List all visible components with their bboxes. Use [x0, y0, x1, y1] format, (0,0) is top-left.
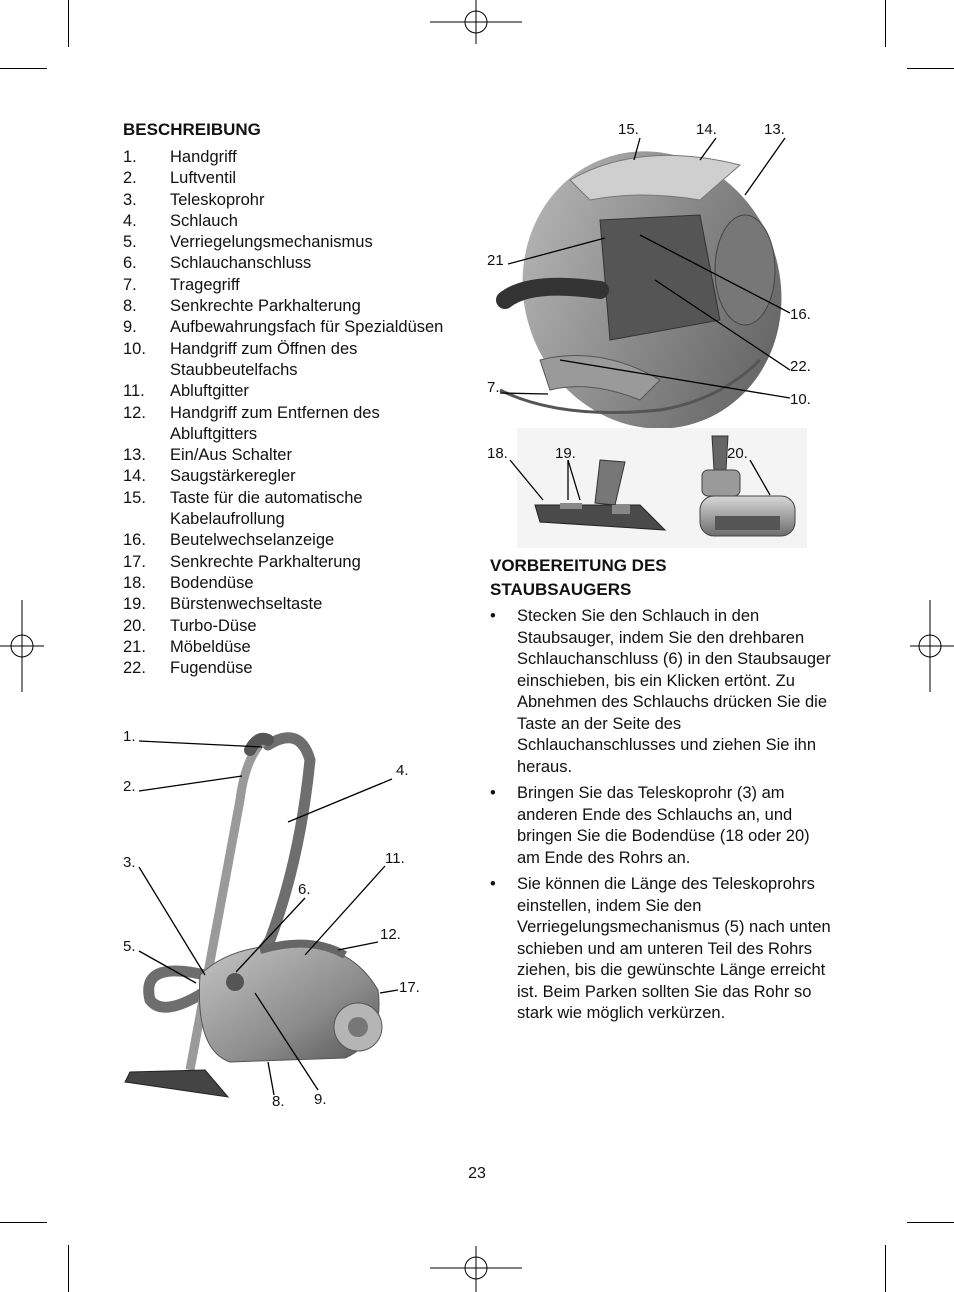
description-item-number: 4.	[123, 211, 137, 230]
description-item-number: 22.	[123, 659, 146, 678]
label-20: 20.	[727, 445, 748, 462]
bullet-icon: •	[490, 607, 496, 625]
description-item-number: 6.	[123, 254, 137, 273]
label-9: 9.	[314, 1091, 327, 1108]
label-22: 22.	[790, 358, 811, 375]
description-item-number: 11.	[123, 382, 145, 401]
description-item-text: Handgriff	[170, 148, 237, 166]
description-item-text: Taste für die automatische Kabelaufrollung	[170, 488, 363, 529]
preparation-bullet-text: Bringen Sie das Teleskoprohr (3) am anderen Ende des Schlauchs an, und bringen Sie die Bodendüse (18 oder 20) am Ende des Rohrs an.	[517, 784, 810, 867]
description-item-number: 21.	[123, 637, 146, 656]
description-item-text: Bürstenwechseltaste	[170, 595, 323, 614]
label-6: 6.	[298, 881, 311, 898]
label-3: 3.	[123, 854, 136, 871]
description-item-text: Verriegelungsmechanismus	[170, 233, 373, 252]
preparation-title-line1: VORBEREITUNG DES	[490, 556, 667, 575]
description-item-text: Handgriff zum Entfernen des Abluftgitters	[170, 403, 380, 443]
description-item-number: 1.	[123, 148, 137, 166]
description-item-number: 9.	[123, 318, 137, 337]
description-item-text: Abluftgitter	[170, 382, 249, 401]
description-item-text: Bodendüse	[170, 573, 254, 592]
label-4: 4.	[396, 762, 409, 779]
description-item-number: 20.	[123, 616, 146, 635]
preparation-bullet-text: Sie können die Länge des Teleskoprohrs einstellen, indem Sie den Verriegelungsmechanismus (5) nach unten schieben und am unteren Teil des Rohrs ziehen, bis die gewünschte Länge erreicht ist. Beim Parken sollten Sie das Rohr so stark wie möglich verkürzen.	[517, 875, 831, 1022]
description-item-number: 8.	[123, 297, 137, 316]
label-21: 21	[487, 252, 504, 269]
label-17: 17.	[399, 979, 420, 996]
description-item-number: 10.	[123, 339, 146, 358]
description-item-number: 14.	[123, 467, 146, 486]
description-item-text: Schlauch	[170, 211, 238, 230]
label-19: 19.	[555, 445, 576, 462]
label-14: 14.	[696, 121, 717, 138]
description-item-number: 12.	[123, 403, 146, 422]
description-item-number: 13.	[123, 446, 146, 465]
description-item-text: Tragegriff	[170, 275, 240, 294]
label-12: 12.	[380, 926, 401, 943]
description-item-text: Turbo-Düse	[170, 616, 257, 635]
description-item-number: 3.	[123, 190, 137, 209]
description-item-number: 7.	[123, 275, 137, 294]
description-item-text: Senkrechte Parkhalterung	[170, 297, 361, 316]
description-item-text: Möbeldüse	[170, 637, 251, 656]
bullet-icon: •	[490, 784, 496, 802]
description-item-number: 17.	[123, 552, 146, 571]
description-item-number: 18.	[123, 573, 146, 592]
description-item-text: Luftventil	[170, 169, 237, 188]
description-item-text: Senkrechte Parkhalterung	[170, 552, 361, 571]
label-7: 7.	[487, 379, 500, 396]
description-item-text: Schlauchanschluss	[170, 254, 312, 273]
description-item-text: Beutelwechselanzeige	[170, 531, 335, 550]
description-item-number: 2.	[123, 169, 137, 188]
page-number: 23	[468, 1165, 486, 1182]
description-item-number: 5.	[123, 233, 137, 252]
preparation-title-line2: STAUBSAUGERS	[490, 580, 632, 599]
label-11: 11.	[385, 850, 405, 867]
preparation-bullet-text: Stecken Sie den Schlauch in den Staubsauger, indem Sie den drehbaren Schlauchanschluss (6) in den Staubsauger einschieben, bis ein Klicken ertönt. Zu Abnehmen des Schlauchs drücken Sie die Taste an der Seite des Schlauchanschlusses und ziehen Sie ihn heraus.	[517, 607, 831, 776]
description-item-number: 19.	[123, 595, 146, 614]
description-item-text: Saugstärkeregler	[170, 467, 296, 486]
label-16: 16.	[790, 306, 811, 323]
label-1: 1.	[123, 728, 136, 745]
label-2: 2.	[123, 778, 136, 795]
description-item-text: Fugendüse	[170, 659, 253, 678]
label-13: 13.	[764, 121, 785, 138]
label-18: 18.	[487, 445, 508, 462]
label-8: 8.	[272, 1093, 285, 1110]
description-item-number: 16.	[123, 531, 146, 550]
description-item-text: Aufbewahrungsfach für Spezialdüsen	[170, 318, 444, 337]
label-15: 15.	[618, 121, 639, 138]
label-10: 10.	[790, 391, 811, 408]
description-item-number: 15.	[123, 488, 146, 507]
label-5: 5.	[123, 938, 136, 955]
description-item-text: Teleskoprohr	[170, 190, 265, 209]
bullet-icon: •	[490, 875, 496, 893]
description-item-text: Handgriff zum Öffnen des Staubbeutelfachs	[170, 339, 358, 379]
description-title: BESCHREIBUNG	[123, 120, 261, 139]
description-item-text: Ein/Aus Schalter	[170, 446, 292, 465]
